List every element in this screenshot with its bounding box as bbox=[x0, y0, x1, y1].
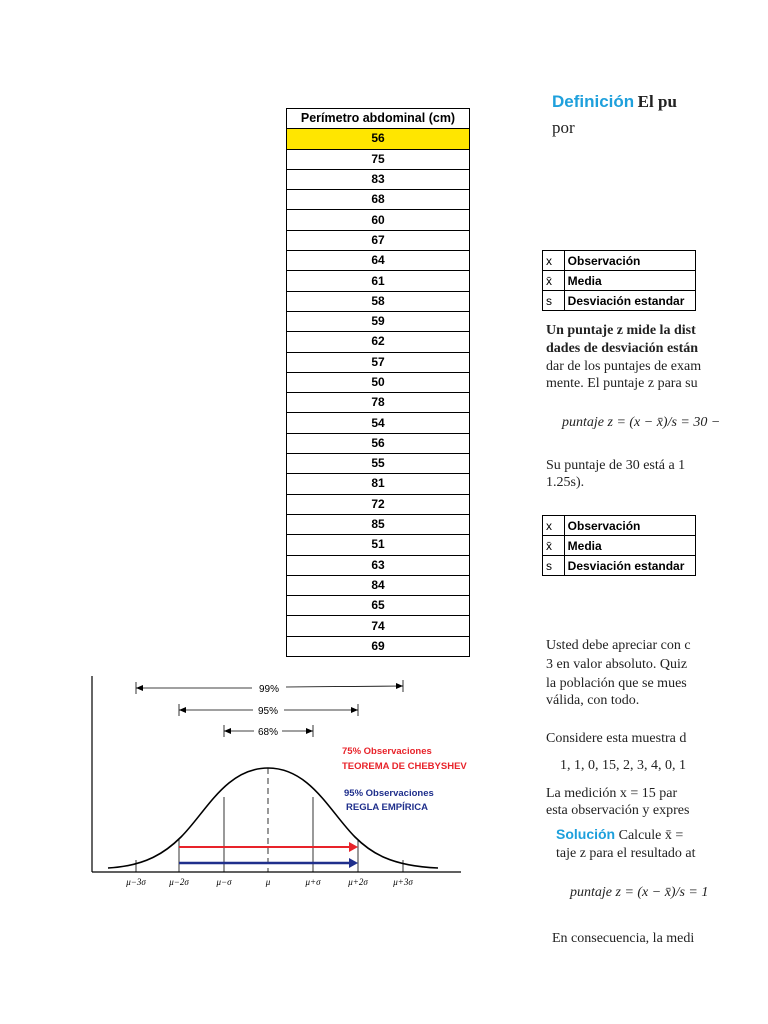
legend-table-2 bbox=[542, 515, 696, 576]
table-row bbox=[287, 474, 470, 494]
legend-label: Desviación estandar bbox=[564, 556, 695, 576]
table-cell: 72 bbox=[287, 494, 470, 514]
tick-label: μ bbox=[265, 877, 271, 887]
chebyshev-label-1: 75% Observaciones bbox=[342, 746, 432, 757]
chebyshev-label-2: TEOREMA DE CHEBYSHEV bbox=[342, 761, 467, 772]
table-cell: 60 bbox=[287, 210, 470, 230]
label-99: 99% bbox=[258, 684, 280, 695]
legend-table-1 bbox=[542, 250, 696, 311]
solution-heading bbox=[556, 826, 683, 844]
table-cell: 61 bbox=[287, 271, 470, 291]
tick-label: μ+3σ bbox=[393, 877, 413, 887]
table-cell: 69 bbox=[287, 636, 470, 656]
table-cell: 56 bbox=[287, 433, 470, 453]
table-row bbox=[287, 636, 470, 656]
table-header: Perímetro abdominal (cm) bbox=[287, 109, 470, 129]
empirical-label-1: 95% Observaciones bbox=[344, 788, 434, 799]
table-cell: 50 bbox=[287, 372, 470, 392]
table-cell: 56 bbox=[287, 129, 470, 149]
table-cell: 57 bbox=[287, 352, 470, 372]
label-95: 95% bbox=[257, 706, 279, 717]
table-row bbox=[287, 596, 470, 616]
table-cell: 54 bbox=[287, 413, 470, 433]
table-cell: 62 bbox=[287, 332, 470, 352]
table-row bbox=[287, 535, 470, 555]
table-row bbox=[287, 433, 470, 453]
zscore-paragraph-line-2: dades de desviación están bbox=[546, 341, 699, 356]
table-cell: 65 bbox=[287, 596, 470, 616]
table-row bbox=[287, 352, 470, 372]
empirical-label-2: REGLA EMPÍRICA bbox=[346, 802, 428, 813]
legend-label: Observación bbox=[564, 516, 695, 536]
table-cell: 75 bbox=[287, 149, 470, 169]
definition-title: Definición bbox=[552, 92, 635, 111]
sample-values: 1, 1, 0, 15, 2, 3, 4, 0, 1 bbox=[560, 758, 686, 773]
note-line-1: Usted debe apreciar con c bbox=[546, 638, 691, 653]
tick-label: μ+2σ bbox=[348, 877, 368, 887]
table-cell: 58 bbox=[287, 291, 470, 311]
table-row bbox=[287, 575, 470, 595]
legend-row bbox=[543, 291, 696, 311]
legend-symbol: s bbox=[543, 291, 565, 311]
legend-label: Desviación estandar bbox=[564, 291, 695, 311]
legend-row bbox=[543, 516, 696, 536]
definition-heading bbox=[552, 92, 677, 112]
table-cell: 78 bbox=[287, 393, 470, 413]
table-row bbox=[287, 210, 470, 230]
table-cell: 63 bbox=[287, 555, 470, 575]
zscore-paragraph-line-3: dar de los puntajes de exam bbox=[546, 359, 702, 374]
measurement-line-1: La medición x = 15 par bbox=[546, 786, 678, 801]
table-body bbox=[287, 129, 470, 657]
table-row bbox=[287, 393, 470, 413]
legend-row bbox=[543, 536, 696, 556]
table-row bbox=[287, 413, 470, 433]
table-cell: 59 bbox=[287, 311, 470, 331]
table-cell: 64 bbox=[287, 251, 470, 271]
legend-symbol: x̄ bbox=[543, 271, 565, 291]
tick-label: μ−2σ bbox=[169, 877, 189, 887]
table-cell: 84 bbox=[287, 575, 470, 595]
table-row bbox=[287, 332, 470, 352]
result-line-1: Su puntaje de 30 está a 1 bbox=[546, 458, 686, 473]
legend-symbol: x̄ bbox=[543, 536, 565, 556]
table-row bbox=[287, 372, 470, 392]
legend-symbol: s bbox=[543, 556, 565, 576]
legend-symbol: x bbox=[543, 251, 565, 271]
solution-line-2: taje z para el resultado at bbox=[556, 846, 696, 861]
table-cell: 74 bbox=[287, 616, 470, 636]
zscore-paragraph-line-1: Un puntaje z mide la dist bbox=[546, 323, 696, 338]
table-row bbox=[287, 514, 470, 534]
note-line-3: la población que se mues bbox=[546, 676, 687, 691]
normal-distribution-diagram bbox=[86, 672, 466, 894]
table-cell: 67 bbox=[287, 230, 470, 250]
note-line-4: válida, con todo. bbox=[546, 693, 640, 708]
definition-line-2: por bbox=[552, 118, 575, 137]
solution-title: Solución bbox=[556, 826, 616, 842]
table-cell: 51 bbox=[287, 535, 470, 555]
table-row bbox=[287, 129, 470, 149]
table-row bbox=[287, 190, 470, 210]
table-row bbox=[287, 311, 470, 331]
table-row bbox=[287, 454, 470, 474]
legend-label: Observación bbox=[564, 251, 695, 271]
table-row bbox=[287, 169, 470, 189]
legend-row bbox=[543, 251, 696, 271]
tick-label: μ−3σ bbox=[126, 877, 146, 887]
solution-text-start: Calcule x̄ = bbox=[618, 828, 684, 843]
table-row bbox=[287, 251, 470, 271]
table-cell: 85 bbox=[287, 514, 470, 534]
note-line-2: 3 en valor absoluto. Quiz bbox=[546, 657, 688, 672]
zscore-formula-1: puntaje z = (x − x̄)/s = 30 − bbox=[562, 415, 721, 430]
label-68: 68% bbox=[257, 727, 279, 738]
table-row bbox=[287, 616, 470, 636]
abdominal-perimeter-table bbox=[286, 108, 470, 657]
conclusion-line: En consecuencia, la medi bbox=[552, 931, 695, 946]
table-cell: 83 bbox=[287, 169, 470, 189]
definition-text-start: El pu bbox=[637, 92, 677, 111]
table-row bbox=[287, 555, 470, 575]
legend-label: Media bbox=[564, 271, 695, 291]
table-row bbox=[287, 230, 470, 250]
table-row bbox=[287, 291, 470, 311]
legend-row bbox=[543, 271, 696, 291]
zscore-text-column bbox=[540, 80, 721, 980]
table-cell: 55 bbox=[287, 454, 470, 474]
table-cell: 68 bbox=[287, 190, 470, 210]
tick-label: μ−σ bbox=[216, 877, 232, 887]
zscore-formula-2: puntaje z = (x − x̄)/s = 1 bbox=[570, 885, 709, 900]
table-cell: 81 bbox=[287, 474, 470, 494]
legend-label: Media bbox=[564, 536, 695, 556]
table-row bbox=[287, 271, 470, 291]
zscore-paragraph-line-4: mente. El puntaje z para su bbox=[546, 376, 698, 391]
tick-label: μ+σ bbox=[305, 877, 321, 887]
sample-intro: Considere esta muestra d bbox=[546, 731, 687, 746]
legend-symbol: x bbox=[543, 516, 565, 536]
measurement-line-2: esta observación y expres bbox=[546, 803, 690, 818]
table-row bbox=[287, 494, 470, 514]
table-row bbox=[287, 149, 470, 169]
result-line-2: 1.25s). bbox=[546, 475, 585, 490]
legend-row bbox=[543, 556, 696, 576]
